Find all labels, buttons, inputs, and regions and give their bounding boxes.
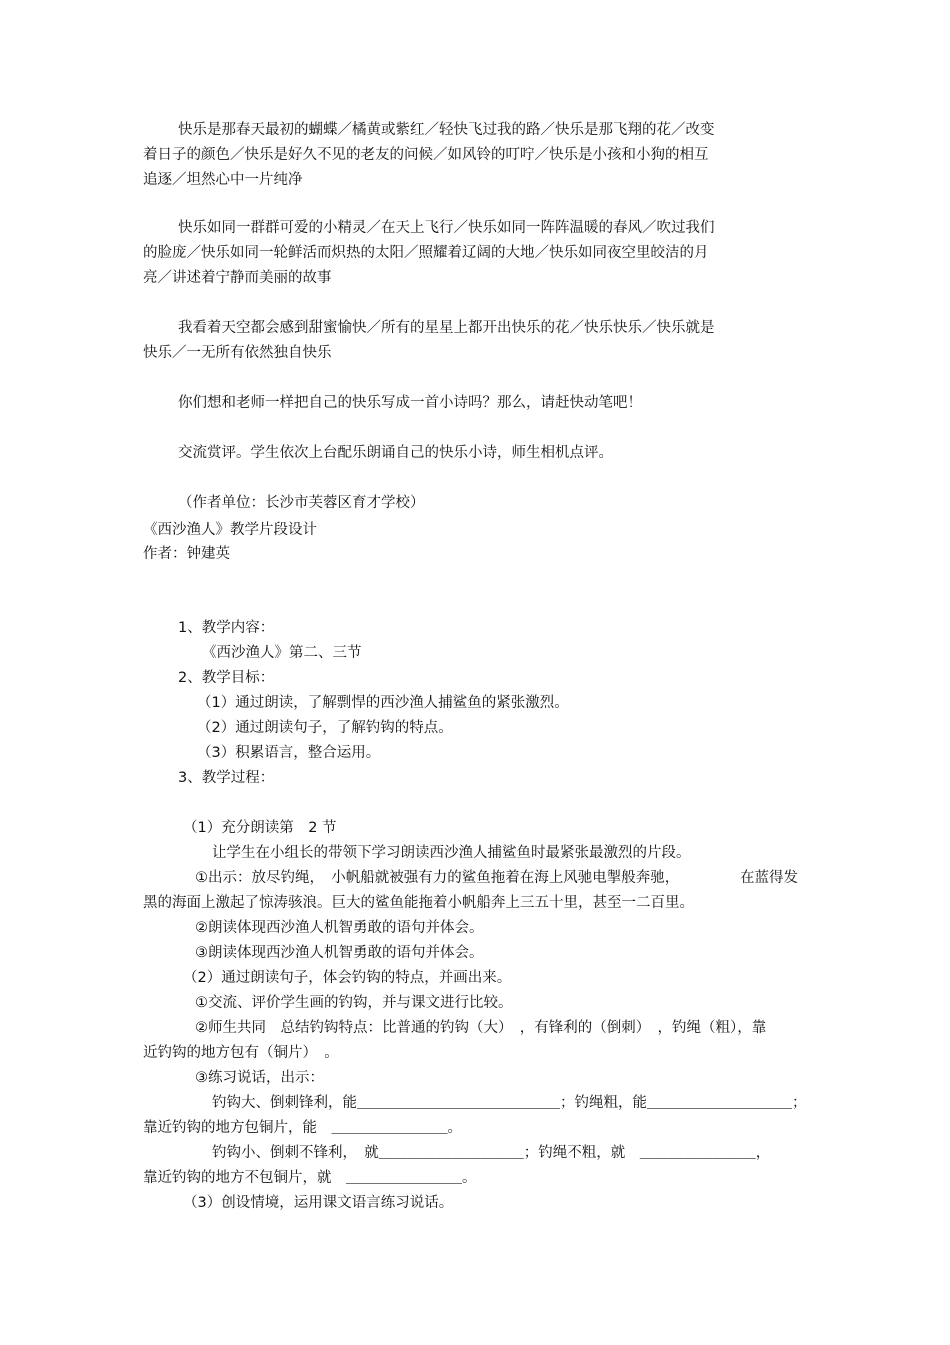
article-author: 作者：钟建英 xyxy=(143,546,230,562)
text-line: 的脸庞／快乐如同一轮鲜活而炽热的太阳／照耀着辽阔的大地／快乐如同夜空里皎洁的月 xyxy=(143,245,709,261)
step-text: 在蓝得发 xyxy=(740,870,798,886)
section-heading: 2、教学目标： xyxy=(178,670,275,686)
text-line: 我看着天空都会感到甜蜜愉快／所有的星星上都开出快乐的花／快乐快乐／快乐就是 xyxy=(178,320,715,336)
step-text: ①交流、评价学生画的钓钩，并与课文进行比较。 xyxy=(195,995,513,1011)
step-text: ③练习说话，出示： xyxy=(195,1070,324,1086)
step-text: 近钓钩的地方包有（铜片） 。 xyxy=(143,1045,339,1061)
text-line: 追逐／坦然心中一片纯净 xyxy=(143,172,303,188)
author-unit: （作者单位：长沙市芙蓉区育才学校） xyxy=(178,495,425,511)
step-heading: （3）创设情境，运用课文语言练习说话。 xyxy=(183,1195,454,1211)
section-heading: 1、教学内容： xyxy=(178,620,275,636)
goal-item: （3）积累语言，整合运用。 xyxy=(197,745,381,761)
text-line: 着日子的颜色／快乐是好久不见的老友的问候／如风铃的叮咛／快乐是小孩和小狗的相互 xyxy=(143,147,709,163)
goal-item: （2）通过朗读句子，了解钓钩的特点。 xyxy=(197,720,453,736)
goal-item: （1）通过朗读，了解剽悍的西沙渔人捕鲨鱼的紧张激烈。 xyxy=(197,695,569,711)
invitation-text: 你们想和老师一样把自己的快乐写成一首小诗吗？那么，请赶快动笔吧！ xyxy=(178,395,642,411)
step-text: ②师生共同 总结钓钩特点：比普通的钓钩（大） ，有锋利的（倒刺） ，钓绳（粗），靠 xyxy=(195,1020,767,1036)
step-text: ③朗读体现西沙渔人机智勇敢的语句并体会。 xyxy=(195,945,484,961)
step-text: 让学生在小组长的带领下学习朗读西沙渔人捕鲨鱼时最紧张最激烈的片段。 xyxy=(212,845,691,861)
text-line: 快乐如同一群群可爱的小精灵／在天上飞行／快乐如同一阵阵温暖的春风／吹过我们 xyxy=(178,220,715,236)
fill-blank-line: 钓钩大、倒刺锋利，能＿＿＿＿＿＿＿＿＿＿＿＿＿＿；钓绳粗，能＿＿＿＿＿＿＿＿＿＿； xyxy=(212,1095,807,1111)
section-heading: 3、教学过程： xyxy=(178,770,275,786)
exchange-text: 交流赏评。学生依次上台配乐朗诵自己的快乐小诗，师生相机点评。 xyxy=(178,445,613,461)
text-line: 快乐／一无所有依然独自快乐 xyxy=(143,345,332,361)
text-line: 亮／讲述着宁静而美丽的故事 xyxy=(143,270,332,286)
step-heading: （1）充分朗读第 2 节 xyxy=(183,820,337,836)
fill-blank-line: 靠近钓钩的地方不包铜片，就 ＿＿＿＿＿＿＿＿。 xyxy=(143,1170,477,1186)
fill-blank-line: 靠近钓钩的地方包铜片，能 ＿＿＿＿＿＿＿＿。 xyxy=(143,1120,462,1136)
article-title: 《西沙渔人》教学片段设计 xyxy=(143,522,317,538)
text-line: 快乐是那春天最初的蝴蝶／橘黄或紫红／轻快飞过我的路／快乐是那飞翔的花／改变 xyxy=(178,122,715,138)
section-body: 《西沙渔人》第二、三节 xyxy=(202,645,362,661)
step-text: ①出示：放尽钓绳， 小帆船就被强有力的鲨鱼拖着在海上风驰电掣般奔驰， xyxy=(195,870,680,886)
step-heading: （2）通过朗读句子，体会钓钩的特点，并画出来。 xyxy=(183,970,512,986)
fill-blank-line: 钓钩小、倒刺不锋利， 就＿＿＿＿＿＿＿＿＿＿；钓绳不粗，就 ＿＿＿＿＿＿＿＿， xyxy=(212,1145,771,1161)
step-text: ②朗读体现西沙渔人机智勇敢的语句并体会。 xyxy=(195,920,484,936)
step-text: 黑的海面上激起了惊涛骇浪。巨大的鲨鱼能拖着小帆船奔上三五十里，甚至一二百里。 xyxy=(143,895,694,911)
